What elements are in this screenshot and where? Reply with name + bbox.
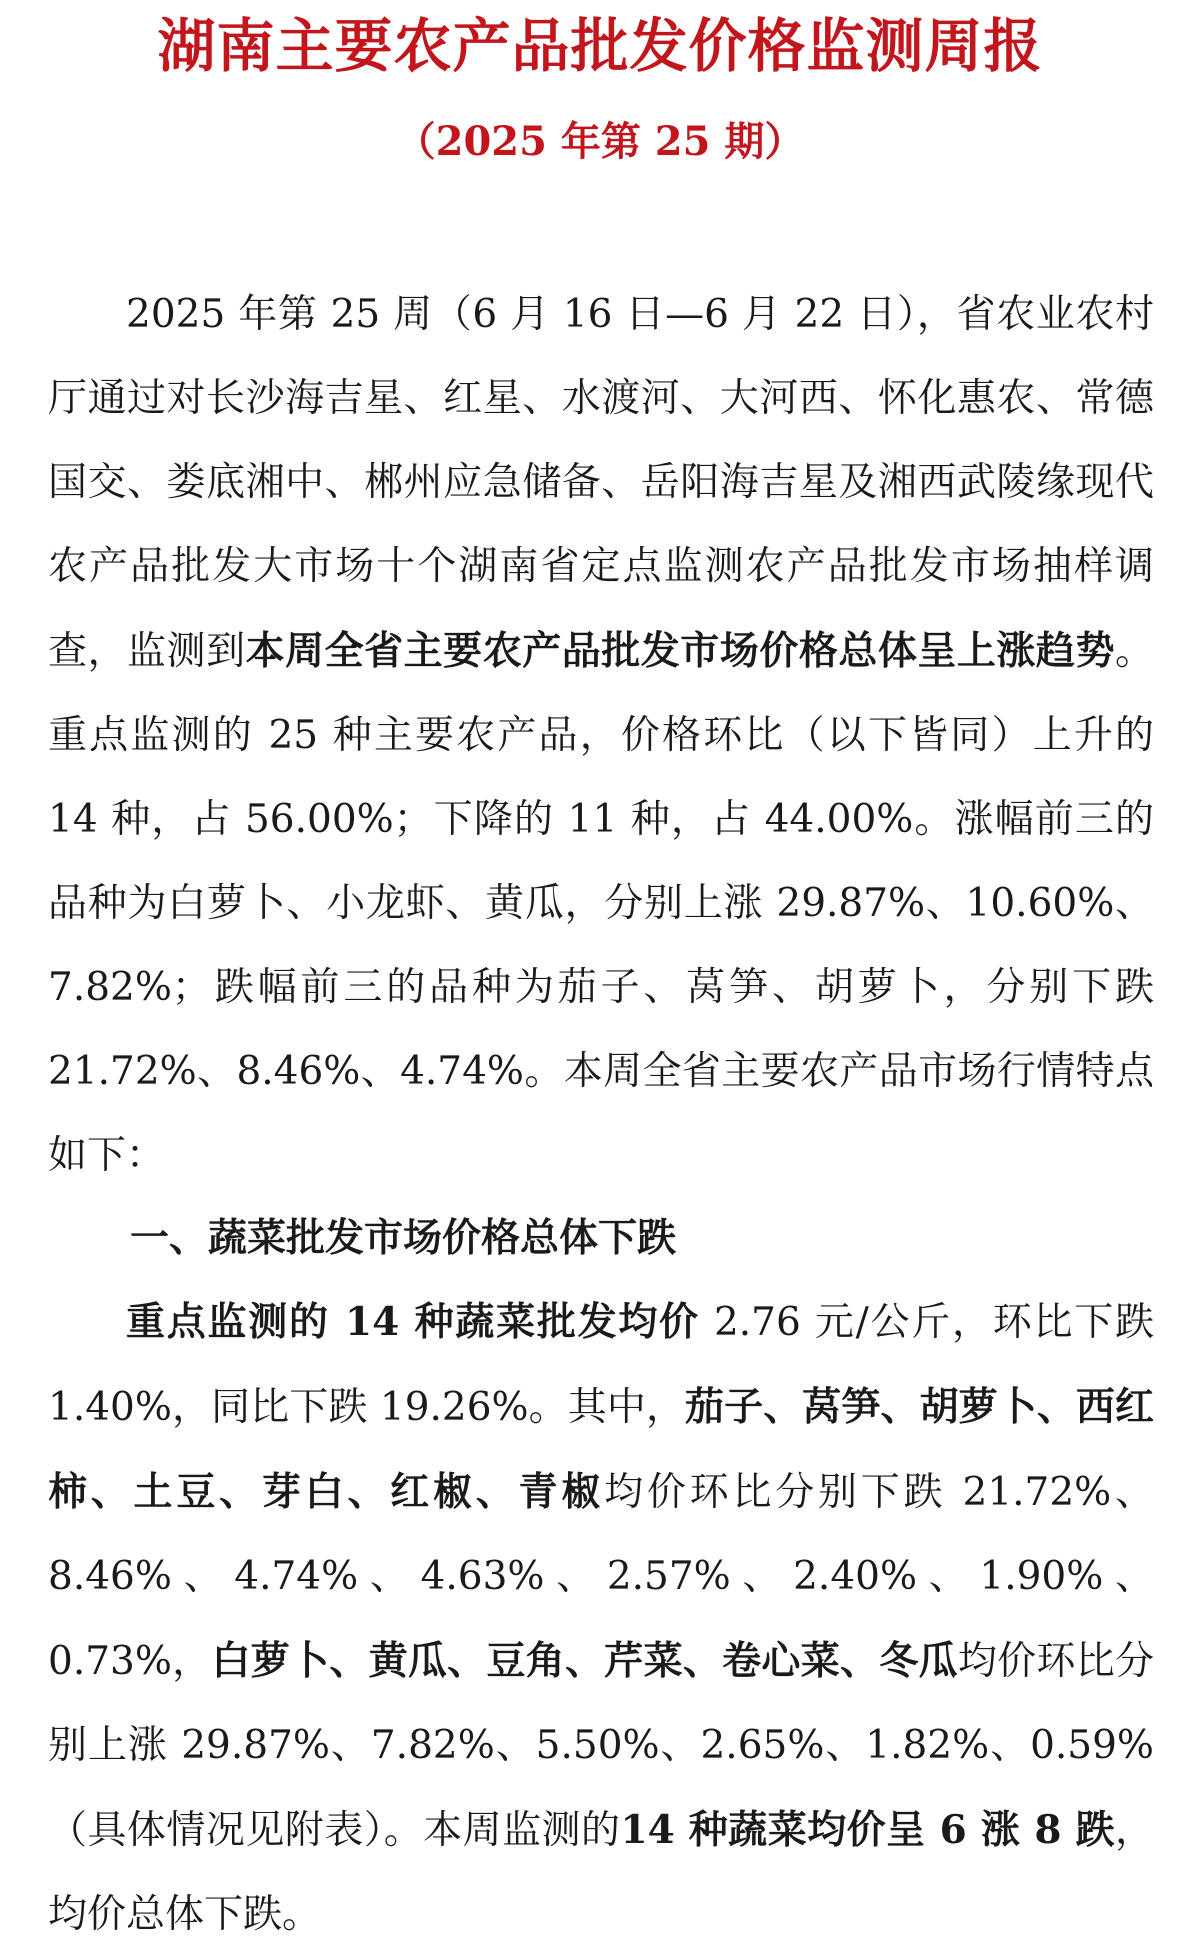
intro-highlight: 本周全省主要农产品批发市场价格总体呈上涨趋势 <box>245 628 1115 674</box>
vegetables-paragraph <box>48 1280 1154 1957</box>
issue-number: （2025 年第 25 期） <box>395 118 805 165</box>
veg-highlight-4: 14 种蔬菜均价呈 6 涨 8 跌 <box>620 1807 1115 1853</box>
intro-text-1: 2025 年第 25 周（6 月 16 日—6 月 22 日），省农业农村厅通过对长沙海吉星、红星、水渡河、大河西、怀化惠农、常德国交、娄底湘中、郴州应急储备、岳阳海吉星及湘西武陵缘现代农产品批发大市场十个湖南省定点监测农产品批发市场抽样调查，监测到 <box>48 292 1154 674</box>
report-title: 湖南主要农产品批发价格监测周报 <box>157 12 1043 80</box>
veg-highlight-2: 茄子、莴笋、胡萝卜、西红柿、土豆、芽白、红椒、青椒 <box>48 1384 1154 1515</box>
intro-paragraph <box>48 273 1154 1198</box>
veg-text-1: 2.76 元/公斤，环比下跌 1.40%，同比下跌 19.26%。其中， <box>48 1300 1154 1430</box>
veg-text-2: 均价环比分别下跌 21.72%、8.46%、4.74%、4.63%、2.57%、2.40%、1.90%、0.73%， <box>48 1470 1154 1684</box>
veg-text-3: 均价环比分别上涨 29.87%、7.82%、5.50%、2.65%、1.82%、0.59%（具体情况见附表）。本周监测的 <box>48 1639 1154 1853</box>
veg-highlight-1: 重点监测的 14 种蔬菜批发均价 <box>126 1299 700 1345</box>
intro-text-2: 。重点监测的 25 种主要农产品，价格环比（以下皆同）上升的 14 种，占 56.00%；下降的 11 种，占 44.00%。涨幅前三的品种为白萝卜、小龙虾、黄瓜，分别上涨 29.87%、10.60%、7.82%；跌幅前三的品种为茄子、莴笋、胡萝卜，分别下跌 21.72%、8.46%、4.74%。本周全省主要农产品市场行情特点如下： <box>48 629 1154 1178</box>
veg-text-4: ，均价总体下跌。 <box>48 1808 1154 1937</box>
veg-highlight-3: 白萝卜、黄瓜、豆角、芹菜、卷心菜、冬瓜 <box>211 1638 958 1684</box>
section-heading-vegetables: 一、蔬菜批发市场价格总体下跌 <box>130 1215 677 1261</box>
